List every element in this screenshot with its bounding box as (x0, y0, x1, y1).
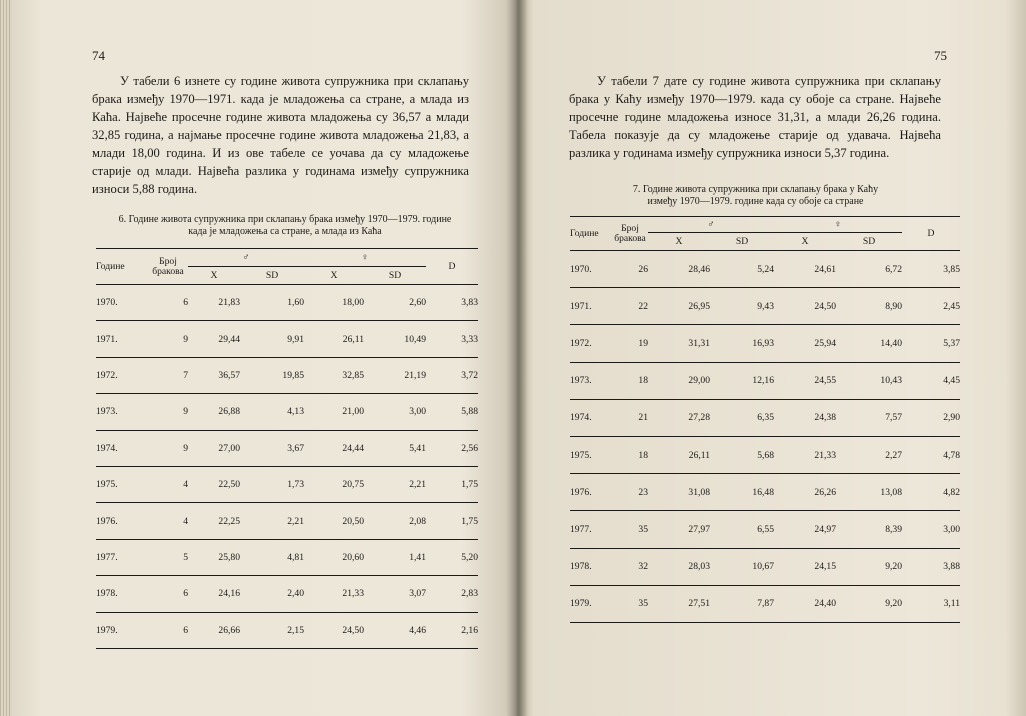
female-x-cell: 24,61 (774, 251, 836, 288)
marriages-cell: 22 (612, 288, 648, 325)
male-x-cell: 29,44 (188, 321, 240, 357)
difference-cell: 2,83 (426, 576, 478, 612)
male-sd-cell: 9,91 (240, 321, 304, 357)
female-sd-cell: 3,07 (364, 576, 426, 612)
data-table (570, 216, 960, 623)
female-sd-cell: 3,00 (364, 394, 426, 430)
table-row (96, 539, 478, 575)
body-paragraph: У табели 7 дате су године живота супружника при склапању брака у Каћу између 1970—1979. када су обоје са стране. Највеће просечне године младожења износе 31,31, а млади 26,26 година. Табела показује да су младожење старије од удавача. Највећа разлика у годинама између супружника износи 5,37 година. (569, 74, 941, 160)
male-sd-cell: 5,68 (710, 436, 774, 473)
table-row (96, 466, 478, 502)
marriages-cell: 35 (612, 585, 648, 622)
male-x-cell: 28,46 (648, 251, 710, 288)
table-row (96, 394, 478, 430)
female-x-cell: 26,26 (774, 474, 836, 511)
year-cell: 1971. (96, 321, 148, 357)
female-x-cell: 24,50 (304, 612, 364, 648)
difference-cell: 3,85 (902, 251, 960, 288)
marriages-cell: 5 (148, 539, 188, 575)
female-sd-cell: 10,49 (364, 321, 426, 357)
marriages-cell: 21 (612, 399, 648, 436)
year-cell: 1975. (96, 466, 148, 502)
difference-cell: 3,00 (902, 511, 960, 548)
year-cell: 1976. (96, 503, 148, 539)
table-caption (569, 184, 942, 208)
female-x-cell: 24,15 (774, 548, 836, 585)
female-x-cell: 21,00 (304, 394, 364, 430)
female-x-cell: 18,00 (304, 285, 364, 321)
marriages-cell: 35 (612, 511, 648, 548)
marriages-cell: 9 (148, 321, 188, 357)
year-cell: 1970. (96, 285, 148, 321)
table-row (96, 357, 478, 393)
male-sd-cell: 2,15 (240, 612, 304, 648)
female-x-cell: 24,40 (774, 585, 836, 622)
male-x-cell: 27,51 (648, 585, 710, 622)
difference-cell: 4,82 (902, 474, 960, 511)
table-row (570, 325, 960, 362)
male-sd-cell: 2,40 (240, 576, 304, 612)
year-cell: 1974. (96, 430, 148, 466)
difference-cell: 3,11 (902, 585, 960, 622)
difference-cell: 5,37 (902, 325, 960, 362)
female-x-cell: 24,44 (304, 430, 364, 466)
female-x-cell: 26,11 (304, 321, 364, 357)
year-cell: 1972. (570, 325, 612, 362)
male-sd-cell: 2,21 (240, 503, 304, 539)
male-sd-cell: 3,67 (240, 430, 304, 466)
female-sd-cell: 2,60 (364, 285, 426, 321)
male-sd-cell: 9,43 (710, 288, 774, 325)
female-x-cell: 24,38 (774, 399, 836, 436)
table-row (570, 474, 960, 511)
difference-cell: 2,45 (902, 288, 960, 325)
col-header-x: X (304, 267, 364, 285)
female-sd-cell: 8,39 (836, 511, 902, 548)
male-sd-cell: 1,60 (240, 285, 304, 321)
col-header-year: Године (570, 217, 612, 251)
year-cell: 1973. (570, 362, 612, 399)
year-cell: 1974. (570, 399, 612, 436)
difference-cell: 2,56 (426, 430, 478, 466)
male-sd-cell: 19,85 (240, 357, 304, 393)
marriages-cell: 18 (612, 436, 648, 473)
female-x-cell: 25,94 (774, 325, 836, 362)
female-x-cell: 24,55 (774, 362, 836, 399)
difference-cell: 2,90 (902, 399, 960, 436)
table-row (570, 288, 960, 325)
female-x-cell: 24,97 (774, 511, 836, 548)
female-sd-cell: 2,08 (364, 503, 426, 539)
marriages-cell: 6 (148, 285, 188, 321)
year-cell: 1979. (570, 585, 612, 622)
difference-cell: 3,72 (426, 357, 478, 393)
marriages-cell: 6 (148, 612, 188, 648)
male-sd-cell: 12,16 (710, 362, 774, 399)
caption-line: када је младожења са стране, а млада из Каћа (188, 226, 382, 237)
female-x-cell: 20,50 (304, 503, 364, 539)
col-header-d: D (426, 249, 478, 285)
marriages-cell: 9 (148, 394, 188, 430)
female-sd-cell: 8,90 (836, 288, 902, 325)
marriages-cell: 19 (612, 325, 648, 362)
col-header-x: X (774, 233, 836, 251)
table-row (96, 612, 478, 648)
female-symbol: ♀ (304, 249, 426, 267)
left-page (0, 0, 512, 716)
col-header-x: X (648, 233, 710, 251)
male-x-cell: 24,16 (188, 576, 240, 612)
male-x-cell: 26,95 (648, 288, 710, 325)
difference-cell: 2,16 (426, 612, 478, 648)
marriages-cell: 26 (612, 251, 648, 288)
difference-cell: 1,75 (426, 503, 478, 539)
page-number: 75 (934, 48, 947, 63)
difference-cell: 1,75 (426, 466, 478, 502)
col-header-marriages: Број бракова (148, 249, 188, 285)
male-x-cell: 28,03 (648, 548, 710, 585)
table-row (570, 399, 960, 436)
year-cell: 1979. (96, 612, 148, 648)
table-caption (100, 214, 470, 238)
female-x-cell: 32,85 (304, 357, 364, 393)
marriages-cell: 18 (612, 362, 648, 399)
table-row (570, 511, 960, 548)
male-x-cell: 27,00 (188, 430, 240, 466)
male-symbol: ♂ (188, 249, 304, 267)
male-sd-cell: 16,48 (710, 474, 774, 511)
table-row (96, 285, 478, 321)
table-row (570, 251, 960, 288)
female-sd-cell: 4,46 (364, 612, 426, 648)
marriages-cell: 9 (148, 430, 188, 466)
col-header-x: X (188, 267, 240, 285)
col-header-marriages: Број бракова (612, 217, 648, 251)
male-x-cell: 27,97 (648, 511, 710, 548)
female-x-cell: 21,33 (304, 576, 364, 612)
body-paragraph: У табели 6 изнете су године живота супружника при склапању брака између 1970—1971. када је младожења са стране, а млада из Каћа. Највеће просечне године живота младожења су 36,57 а млади 32,85 година, а најмање просечне године живота младожења 21,83, а млади 18,00 година. И из ове табеле се уочава да су младожење старије од млади. Највећа разлика у годинама између супружника износи 5,88 година. (92, 74, 469, 196)
female-sd-cell: 2,27 (836, 436, 902, 473)
marriages-cell: 7 (148, 357, 188, 393)
table-row (570, 362, 960, 399)
male-x-cell: 21,83 (188, 285, 240, 321)
male-symbol: ♂ (648, 217, 774, 233)
table-row (570, 436, 960, 473)
male-x-cell: 22,50 (188, 466, 240, 502)
male-sd-cell: 4,13 (240, 394, 304, 430)
marriages-cell: 4 (148, 466, 188, 502)
female-sd-cell: 9,20 (836, 585, 902, 622)
female-x-cell: 20,75 (304, 466, 364, 502)
male-sd-cell: 1,73 (240, 466, 304, 502)
male-sd-cell: 6,35 (710, 399, 774, 436)
male-x-cell: 31,31 (648, 325, 710, 362)
year-cell: 1977. (96, 539, 148, 575)
female-sd-cell: 13,08 (836, 474, 902, 511)
male-x-cell: 27,28 (648, 399, 710, 436)
col-header-d: D (902, 217, 960, 251)
marriages-cell: 4 (148, 503, 188, 539)
year-cell: 1975. (570, 436, 612, 473)
male-sd-cell: 16,93 (710, 325, 774, 362)
female-x-cell: 24,50 (774, 288, 836, 325)
table-row (96, 576, 478, 612)
difference-cell: 4,78 (902, 436, 960, 473)
male-sd-cell: 5,24 (710, 251, 774, 288)
year-cell: 1978. (570, 548, 612, 585)
male-sd-cell: 7,87 (710, 585, 774, 622)
difference-cell: 5,88 (426, 394, 478, 430)
col-header-sd: SD (240, 267, 304, 285)
difference-cell: 5,20 (426, 539, 478, 575)
difference-cell: 3,33 (426, 321, 478, 357)
female-sd-cell: 9,20 (836, 548, 902, 585)
caption-line: 6. Године живота супружника при склапању брака између 1970—1979. године (118, 214, 452, 225)
male-x-cell: 26,11 (648, 436, 710, 473)
female-symbol: ♀ (774, 217, 902, 233)
male-x-cell: 26,66 (188, 612, 240, 648)
year-cell: 1973. (96, 394, 148, 430)
male-sd-cell: 10,67 (710, 548, 774, 585)
col-header-sd: SD (364, 267, 426, 285)
male-sd-cell: 4,81 (240, 539, 304, 575)
year-cell: 1978. (96, 576, 148, 612)
data-table (96, 248, 478, 649)
female-sd-cell: 21,19 (364, 357, 426, 393)
year-cell: 1976. (570, 474, 612, 511)
col-header-sd: SD (836, 233, 902, 251)
year-cell: 1970. (570, 251, 612, 288)
year-cell: 1977. (570, 511, 612, 548)
female-sd-cell: 7,57 (836, 399, 902, 436)
male-x-cell: 36,57 (188, 357, 240, 393)
male-x-cell: 31,08 (648, 474, 710, 511)
year-cell: 1972. (96, 357, 148, 393)
table-row (96, 321, 478, 357)
marriages-cell: 32 (612, 548, 648, 585)
table-row (570, 548, 960, 585)
difference-cell: 3,88 (902, 548, 960, 585)
female-sd-cell: 14,40 (836, 325, 902, 362)
female-sd-cell: 10,43 (836, 362, 902, 399)
col-header-year: Године (96, 249, 148, 285)
marriages-cell: 6 (148, 576, 188, 612)
table-row (96, 430, 478, 466)
col-header-sd: SD (710, 233, 774, 251)
female-sd-cell: 1,41 (364, 539, 426, 575)
page-number: 74 (92, 48, 105, 63)
female-sd-cell: 6,72 (836, 251, 902, 288)
male-x-cell: 25,80 (188, 539, 240, 575)
year-cell: 1971. (570, 288, 612, 325)
female-x-cell: 21,33 (774, 436, 836, 473)
male-x-cell: 22,25 (188, 503, 240, 539)
female-x-cell: 20,60 (304, 539, 364, 575)
right-page (514, 0, 1026, 716)
female-sd-cell: 5,41 (364, 430, 426, 466)
male-x-cell: 29,00 (648, 362, 710, 399)
marriages-cell: 23 (612, 474, 648, 511)
difference-cell: 3,83 (426, 285, 478, 321)
female-sd-cell: 2,21 (364, 466, 426, 502)
table-row (96, 503, 478, 539)
difference-cell: 4,45 (902, 362, 960, 399)
male-sd-cell: 6,55 (710, 511, 774, 548)
male-x-cell: 26,88 (188, 394, 240, 430)
caption-line: 7. Године живота супружника при склапању брака у Каћу (632, 184, 879, 195)
caption-line: између 1970—1979. године када су обоје са стране (647, 196, 864, 207)
table-row (570, 585, 960, 622)
